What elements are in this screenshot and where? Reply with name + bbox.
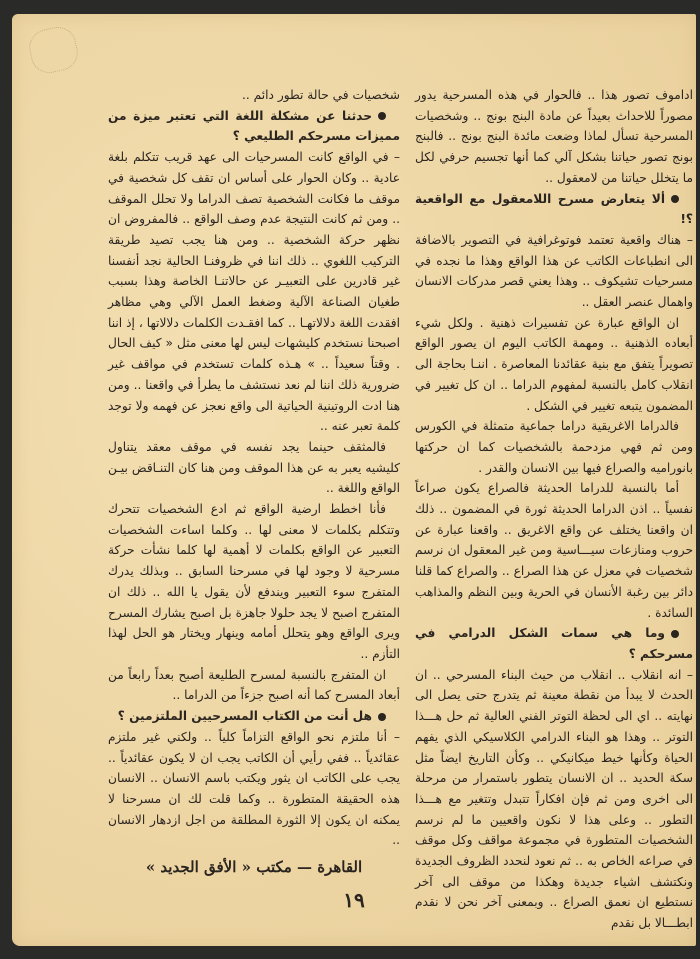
paragraph: أما بالنسبة للدراما الحديثة فالصراع يكون صراعاً نفسياً .. اذن الدراما الحديثة ثورة في المضمون .. ذلك ان واقعنا يختلف عن واقع الاغريق .. واقعنا عبارة عن حروب ومنازعات سيـــاسية ومن غير المعقول ان نرسم شخصيات في معزل عن هذا الصراع .. والصراع كما قلنا دائر بين رغبة الأنسان في الحرية وبين النظم والمذاهب السائدة .: [415, 481, 693, 620]
question-text: وما هي سمات الشكل الدرامي في مسرحكم ؟: [415, 626, 693, 661]
left-column: [108, 85, 400, 878]
paragraph: شخصيات في حالة تطور دائم ..: [242, 88, 400, 102]
interview-question: [415, 623, 693, 664]
interview-question: [108, 106, 400, 147]
question-text: هل أنت من الكتاب المسرحيين الملتزمين ؟: [117, 709, 372, 724]
paragraph: فأنا اخطط ارضية الواقع ثم ادع الشخصيات تتحرك وتتكلم بكلمات لا معنى لها .. وكلما اساءت الشخصيات التعبير عن الواقع بكلمات لا أهمية لها كلما نشأت حركة مسرحية لا وجود لها في مسرحنا السابق .. وبذلك يدرك المتفرج سوء التعبير ويندفع لأن يقول يا الله .. ذلك ان المتفرج اصبح لا يجد حلولا جاهزة بل اصبح يشارك المسرح ويرى الواقع وهو يتحلل أمامه وينهار ويختار هو الحل لهذا التأزم ..: [108, 502, 400, 661]
page-number: ١٩: [343, 888, 365, 912]
document-page: [12, 14, 696, 946]
article-signature: القاهرة — مكتب « الأفق الجديد »: [145, 858, 363, 877]
right-column: [415, 85, 693, 934]
paragraph: فالمثقف حينما يجد نفسه في موقف معقد يتناول كليشيه يعبر به عن هذا الموقف ومن هنا كان التنـاقض بيـن الواقع واللغة ..: [108, 439, 400, 496]
paragraph: – في الواقع كانت المسرحيات الى عهد قريب تتكلم بلغة عادية .. وكان الحوار على أساس ان تقف كل شخصية في موقف ما فكانت الشخصية تصف الدراما ولا تحلل الموقف .. ومن ثم كانت النتيجة عدم وصف الواقع .. فالمفروض ان نظهر حركة الشخصية .. ومن هنا يجب تصيد طريقة التركيب اللغوي .. ذلك اننا في ظروفنـا الحالية نجد أنفسنا غير قادرين على التعبيـر عن حالاتنـا الخاصة وهذا بسبب طغيان الصناعة الآلية وضغط العمل الآلي وهي مظاهر افقدت اللغة دلالاتهـا .. كما افقـدت الكلمات دلالاتها ، إذ اننا اصبحنا نستخدم كليشهات ليس لها معنى مثل « كيف الحال . وقتاً سعيداً .. » هـذه كلمات تستخدم في مواقف غير ضرورية ذلك اننا لم نعد نستشف ما يطرأ في واقعنا .. ومن هنا ادت الروتينية الحياتية الى واقع نعجز عن فهمه ولا توجد كلمة تعبر عنه ..: [108, 150, 400, 434]
paragraph: – هناك واقعية تعتمد فوتوغرافية في التصوير بالاضافة الى انطباعات الكاتب عن هذا الواقع وهذا ما نجده في مسرحيات تشيكوف .. وهذا يعني قصر مدركات الانسان واهمال عنصر العقل ..: [415, 232, 693, 310]
bullet-icon: [378, 112, 386, 120]
question-text: ألا يتعارض مسرح اللامعقول مع الواقعية ؟!: [415, 191, 693, 227]
paragraph: ان الواقع عبارة عن تفسيرات ذهنية . ولكل شيء أبعاده الذهنية .. ومهمة الكاتب اليوم ان يصور الواقع تصويراً يتفق مع بنية عقائدنا المعاصرة . اننـا بحاجة الى انقلاب كامل بالنسبة لمفهوم الدراما .. ان كل تغيير في المضمون يتبعه تغيير في الشكل .: [415, 315, 693, 413]
paragraph: – أنا ملتزم نحو الواقع التزاماً كلياً .. ولكني غير ملتزم عقائدياً .. ففي رأيي أن الكاتب يجب ان لا يكون عقائدياً .. يجب على الكاتب ان يثور ويكتب باسم الانسان .. الانسان هذه الحقيقة المتطورة .. وكما قلت لك ان مسرحنا لا يمكنه ان يكون إلا الثورة المطلقة من اجل ازدهار الانسان ..: [108, 729, 400, 848]
bullet-icon: [671, 630, 679, 638]
corner-stamp-mark: [26, 24, 81, 77]
paragraph: – انه انقلاب .. انقلاب من حيث البناء المسرحي .. ان الحدث لا يبدأ من نقطة معينة ثم يتدرج حتى يصل الى نهايته .. اي الى لحظة التوتر الفني العالية ثم حل هـــذا التوتر .. وهذا هو البناء الدرامي الكلاسيكي الذي يفهم الحياة وكأنها خيط ميكانيكي .. وكأن التاريخ ايضاً مثل سكة الحديد .. ان الانسان يتطور باستمرار من مرحلة الى اخرى ومن ثم فإن افكاراً تتبدل وتتغير مع هـــذا التطور .. وعلى هذا لا نكون واقعيين ما لم نرسم الشخصيات المتطورة في مجموعة مواقف وكل موقف في صراعه الخاص به .. ثم نعود لنحدد الظروف الجديدة ونكتشف اشياء جديدة وهكذا من موقف الى آخر نستطيع ان نعمق الصراع .. وبمعنى آخر نحن لا نقدم ابطـــالا بل نقدم: [415, 667, 693, 931]
paragraph: اداموف تصور هذا .. فالحوار في هذه المسرحية يدور مصوراً للاحداث بعيداً عن مادة البنج بونج .. وشخصيات المسرحية تسأل لماذا وضعت مائدة البنج بونج .. فالبنج بونج تصور حياتنا بشكل آلي كما أنها تجسيم حرفي لكل ما يتخلل حياتنا من لامعقول ..: [415, 88, 693, 185]
interview-question: [415, 189, 693, 230]
interview-question: [108, 706, 400, 727]
bullet-icon: [671, 195, 679, 203]
bullet-icon: [378, 713, 386, 721]
paragraph: ان المتفرج بالنسبة لمسرح الطليعة أصبح بعداً رابعاً من أبعاد المسرح كما أنه اصبح جزءاً من الدراما ..: [108, 667, 400, 703]
question-text: حدثنا عن مشكلة اللغة التي تعتبر ميزة من مميزات مسرحكم الطليعي ؟: [108, 108, 400, 144]
paragraph: فالدراما الاغريقية دراما جماعية متمثلة في الكورس ومن ثم فهي مزدحمة بالشخصيات كما ان حركتها بانوراميه والصراع فيها بين الانسان والقدر .: [415, 419, 693, 475]
